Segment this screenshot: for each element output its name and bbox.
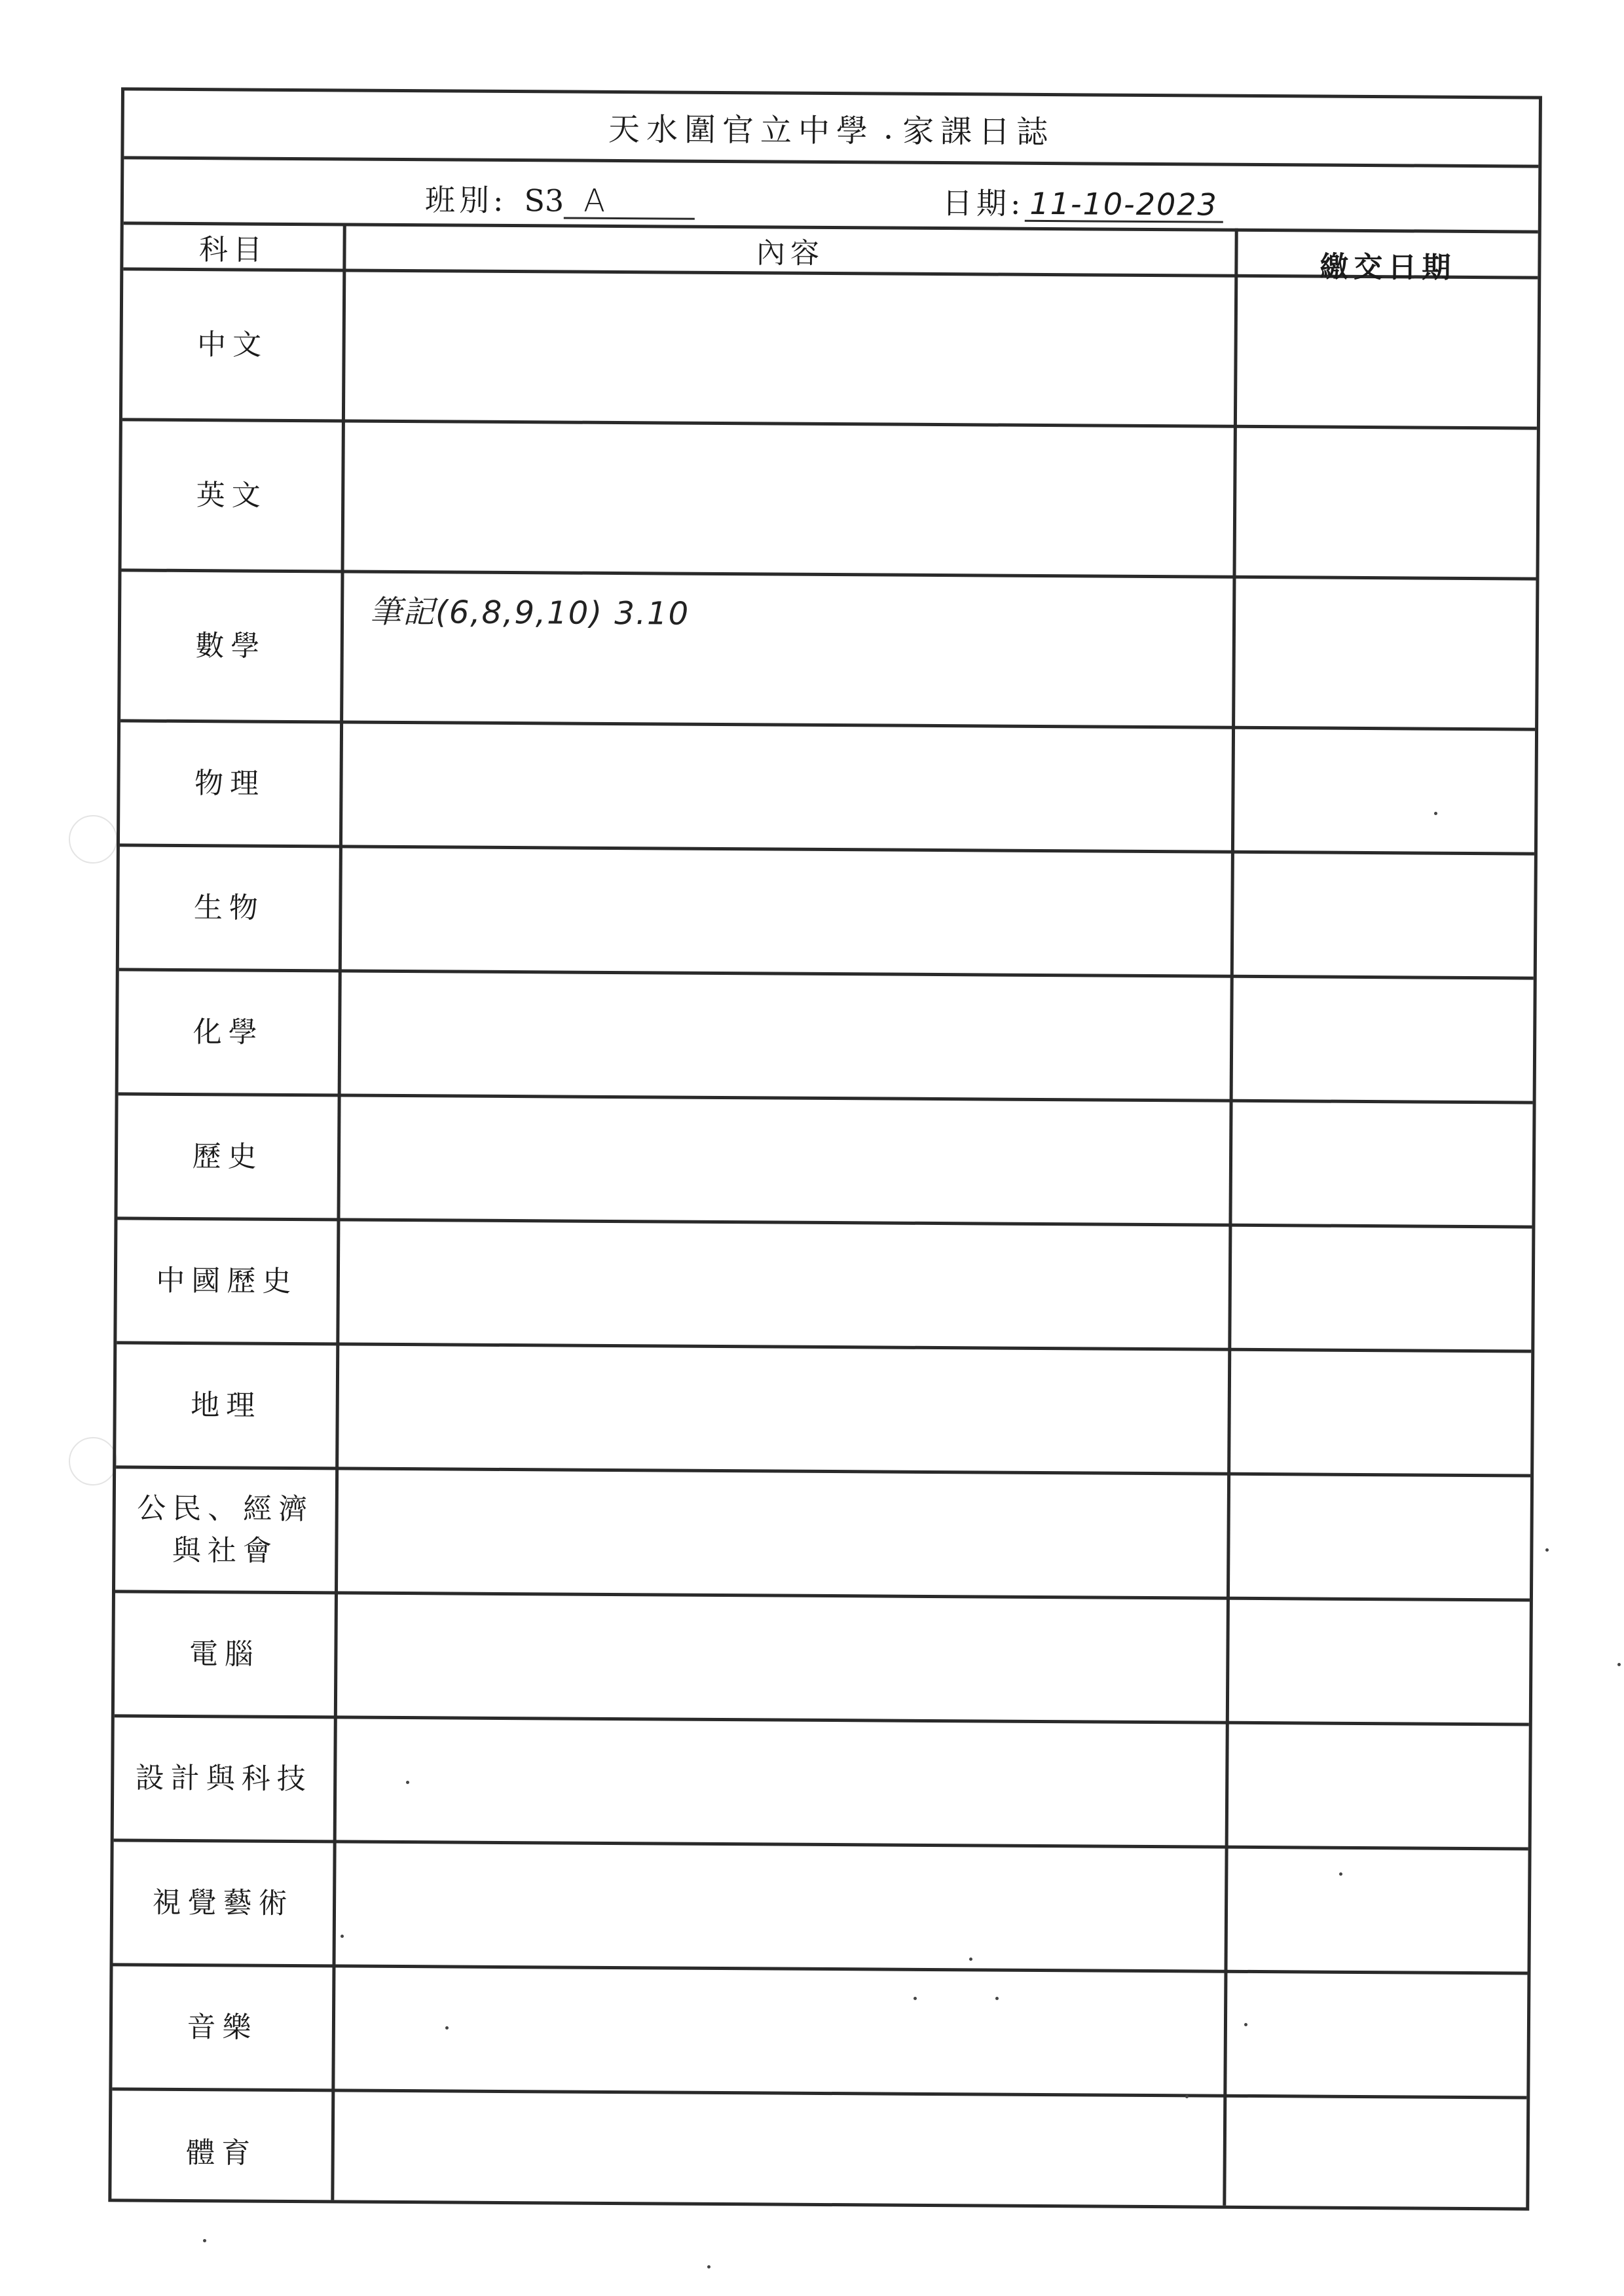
class-prefix: S3 <box>524 183 564 219</box>
scan-speck <box>1185 2095 1189 2098</box>
due-date-cell[interactable] <box>1234 854 1534 977</box>
title-separator: . <box>883 109 894 147</box>
table-row <box>116 1344 1531 1477</box>
homework-entry: 筆記(6,8,9,10) 3.10 <box>369 593 690 632</box>
scan-speck <box>913 1997 917 2000</box>
due-date-cell[interactable] <box>1232 1102 1532 1226</box>
table-row <box>119 971 1534 1104</box>
scan-speck <box>1434 812 1437 815</box>
scan-speck <box>203 2239 206 2242</box>
content-cell[interactable] <box>342 848 1231 974</box>
content-cell[interactable] <box>337 1594 1227 1721</box>
subject-label: 生物 <box>193 890 265 925</box>
table-row <box>120 722 1535 855</box>
subject-label: 數學 <box>195 629 267 663</box>
class-field <box>425 176 695 221</box>
class-label: 班別: <box>424 182 507 218</box>
journal-title: 家課日誌 <box>902 113 1055 151</box>
date-field <box>942 179 1223 225</box>
content-cell[interactable] <box>343 573 1232 725</box>
table-row <box>119 847 1534 979</box>
due-date-cell[interactable] <box>1229 1600 1530 1723</box>
scan-speck <box>1617 1663 1621 1666</box>
table-row <box>115 1593 1530 1726</box>
subject-label: 歷史 <box>192 1139 263 1174</box>
content-cell[interactable] <box>339 1221 1228 1347</box>
due-date-cell[interactable] <box>1230 1476 1530 1599</box>
scan-speck <box>707 2265 710 2269</box>
subject-label: 音樂 <box>187 2010 258 2045</box>
content-cell[interactable] <box>341 972 1230 1099</box>
subject-label: 電腦 <box>189 1637 261 1671</box>
subject-label: 地理 <box>191 1388 262 1423</box>
info-row <box>124 156 1539 233</box>
content-cell[interactable] <box>334 2092 1223 2221</box>
table-row <box>117 1095 1532 1228</box>
content-cell[interactable] <box>337 1719 1226 1845</box>
table-row <box>112 1966 1527 2099</box>
due-date-cell[interactable] <box>1236 428 1536 577</box>
punch-hole-top <box>69 815 117 864</box>
scan-speck <box>341 1935 344 1938</box>
school-name: 天水圍官立中學 <box>608 111 875 149</box>
due-date-cell[interactable] <box>1227 1849 1528 1972</box>
header-due-date: 繳交日期 <box>1320 250 1456 285</box>
class-value[interactable]: A <box>564 185 695 220</box>
scan-speck <box>969 1958 972 1961</box>
scan-speck <box>995 1997 999 2000</box>
content-cell[interactable] <box>342 723 1232 850</box>
due-date-cell[interactable] <box>1230 1351 1531 1474</box>
due-date-cell[interactable] <box>1231 1227 1532 1350</box>
table-header <box>123 221 1538 285</box>
content-cell[interactable] <box>338 1470 1227 1596</box>
table-row <box>121 421 1536 580</box>
due-date-cell[interactable] <box>1227 1973 1527 2096</box>
header-content: 內容 <box>756 236 825 270</box>
subject-label: 設計與科技 <box>135 1761 312 1796</box>
table-row <box>113 1842 1528 1975</box>
content-cell[interactable] <box>336 1843 1225 1969</box>
scan-speck <box>1244 2023 1247 2026</box>
table-row <box>111 2090 1526 2223</box>
subject-label: 化學 <box>193 1015 264 1049</box>
content-cell[interactable] <box>345 272 1234 424</box>
table-row <box>120 572 1536 731</box>
subject-label: 視覺藝術 <box>152 1886 294 1920</box>
scan-speck <box>445 2026 449 2030</box>
due-date-cell[interactable] <box>1226 2098 1526 2224</box>
due-date-cell[interactable] <box>1234 729 1535 852</box>
scan-speck <box>406 1781 409 1784</box>
subject-label: 體育 <box>186 2136 257 2170</box>
content-cell[interactable] <box>339 1345 1228 1472</box>
content-cell[interactable] <box>344 422 1234 575</box>
subject-label: 中文 <box>196 327 268 362</box>
punch-hole-bottom <box>69 1437 117 1485</box>
table-row <box>117 1220 1532 1353</box>
subject-label: 英文 <box>196 478 267 513</box>
due-date-cell[interactable] <box>1233 978 1534 1101</box>
subject-label: 物理 <box>194 766 266 801</box>
table-row <box>115 1468 1530 1601</box>
subject-label: 公民、經濟 與社會 <box>137 1491 314 1568</box>
title-row <box>124 90 1539 168</box>
due-date-cell[interactable] <box>1235 579 1536 728</box>
due-date-cell[interactable] <box>1228 1724 1529 1848</box>
table-row <box>114 1717 1529 1850</box>
content-cell[interactable] <box>335 1967 1224 2094</box>
date-value[interactable]: 11-10-2023 <box>1024 187 1223 223</box>
table-row <box>122 270 1538 429</box>
homework-table <box>111 221 1538 2207</box>
date-label: 日期: <box>942 185 1025 221</box>
due-date-cell[interactable] <box>1237 278 1538 427</box>
scan-speck <box>1339 1872 1342 1876</box>
homework-journal-sheet <box>108 87 1542 2210</box>
scan-speck <box>1545 1548 1549 1552</box>
header-subject: 科目 <box>198 233 268 267</box>
content-cell[interactable] <box>340 1097 1229 1223</box>
subject-label: 中國歷史 <box>156 1264 298 1298</box>
